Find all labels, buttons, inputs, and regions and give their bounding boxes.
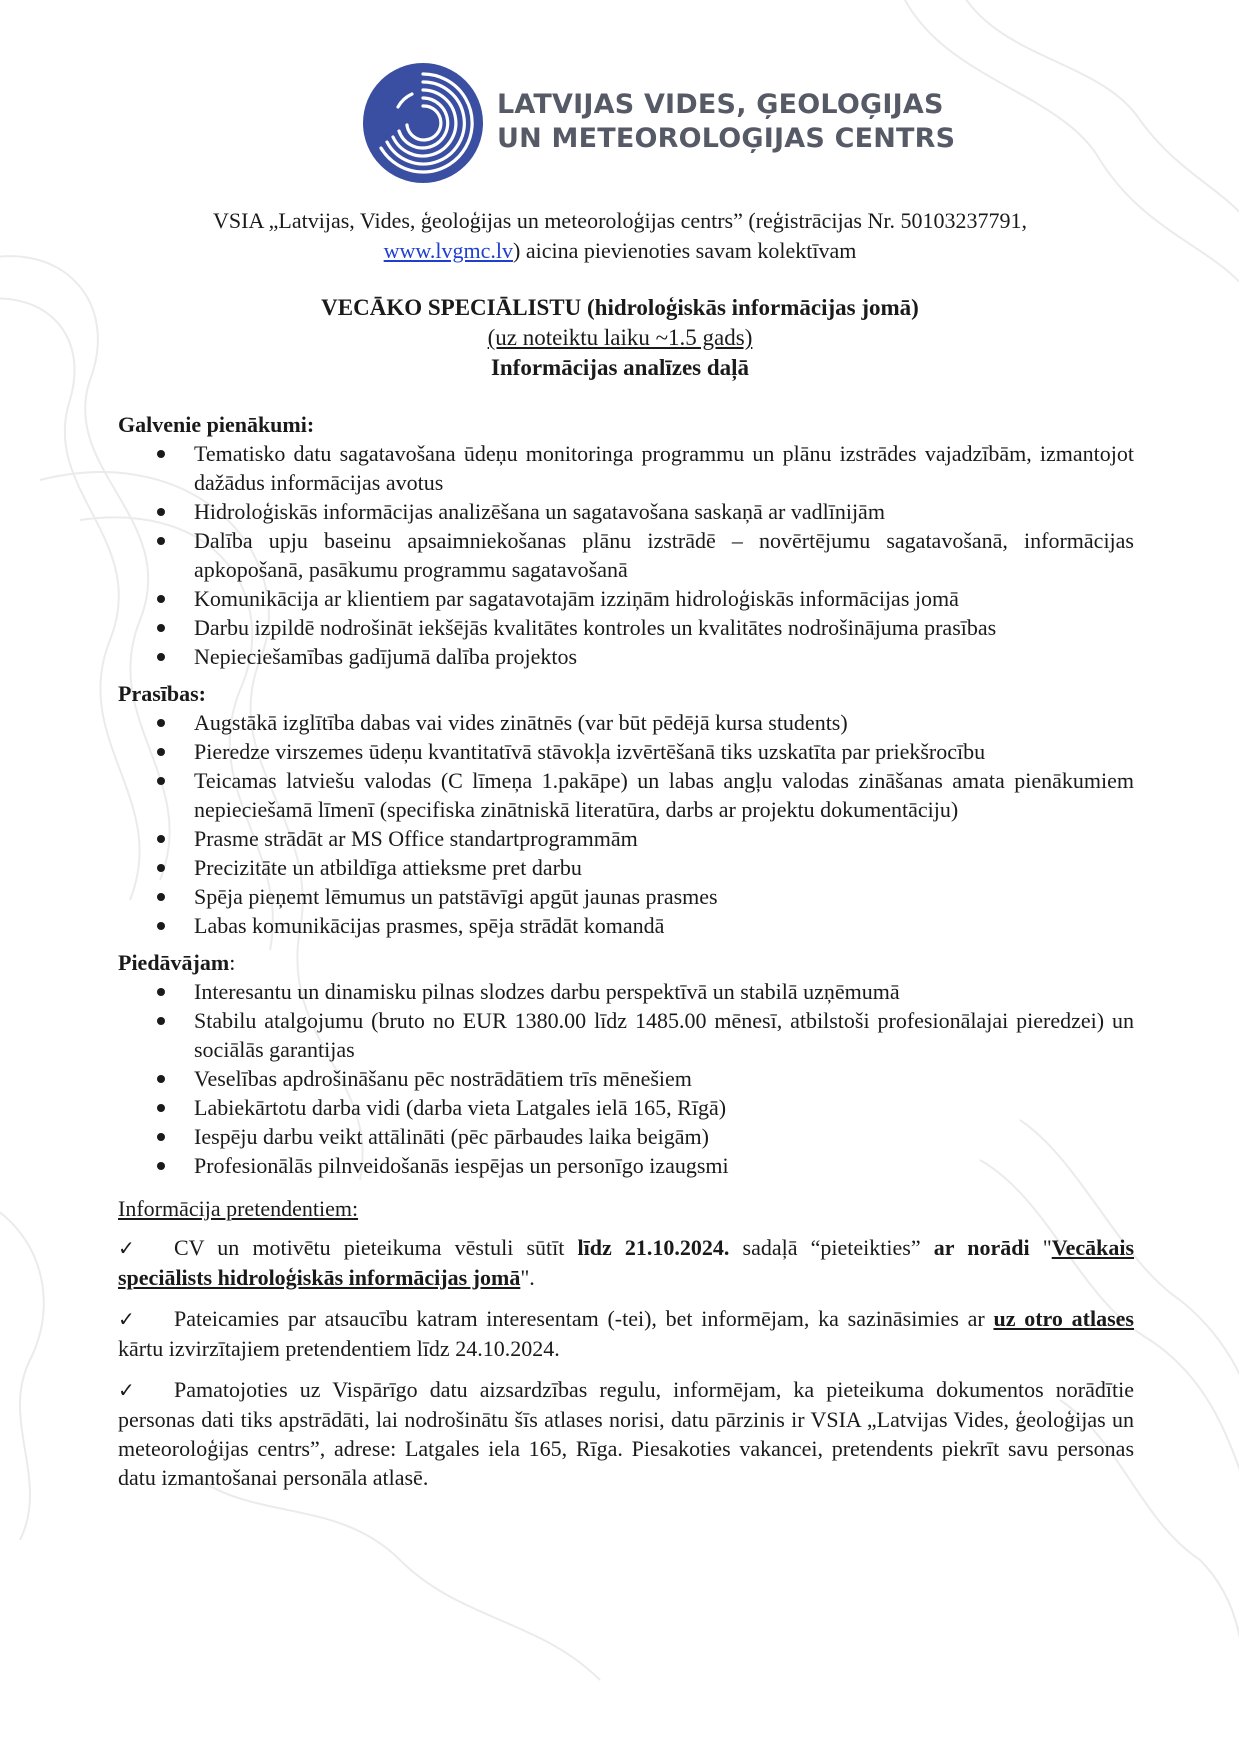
list-item: Profesionālās pilnveidošanās iespējas un personīgo izaugsmi: [194, 1151, 1134, 1180]
bullet-icon: [157, 1017, 165, 1025]
list-item: Labiekārtotu darba vidi (darba vieta Latgales ielā 165, Rīgā): [194, 1093, 1134, 1122]
list-item: Stabilu atalgojumu (bruto no EUR 1380.00 līdz 1485.00 mēnesī, atbilstoši profesionālajai pieredzei) un sociālās garantijas: [194, 1006, 1134, 1064]
organization-logo: [362, 62, 956, 186]
bullet-icon: [157, 624, 165, 632]
bullet-icon: [157, 748, 165, 756]
list-item: Spēja pieņemt lēmumus un patstāvīgi apgūt jaunas prasmes: [194, 882, 1134, 911]
list-item: Labas komunikācijas prasmes, spēja strādāt komandā: [194, 911, 1134, 940]
list-item: Dalība upju baseinu apsaimniekošanas plānu izstrādē – novērtējumu sagatavošanā, informācijas apkopošanā, pasākumu programmu sagatavošanā: [194, 526, 1134, 584]
term-subtitle: (uz noteiktu laiku ~1.5 gads): [487, 325, 753, 350]
list-item: Augstākā izglītība dabas vai vides zinātnēs (var būt pēdējā kursa students): [194, 708, 1134, 737]
offer-heading: Piedāvājam:: [118, 950, 236, 975]
checkmark-icon: ✓: [118, 1236, 135, 1260]
list-item: Prasme strādāt ar MS Office standartprogrammām: [194, 824, 1134, 853]
list-item: Komunikācija ar klientiem par sagatavotajām izziņām hidroloģiskās informācijas jomā: [194, 584, 1134, 613]
checkmark-icon: ✓: [118, 1307, 135, 1331]
bullet-icon: [157, 653, 165, 661]
organization-name: [497, 88, 955, 156]
organization-name-line2: UN METEOROLOĢIJAS CENTRS: [497, 123, 956, 154]
gdpr-notice: ✓ Pamatojoties uz Vispārīgo datu aizsardzības regulu, informējam, ka pieteikuma dokumentos norādītie personas dati tiks apstrādāti, lai nodrošinātu šīs atlases norisi, datu pārzinis ir VSIA „Latvijas Vides, ģeoloģijas un meteoroloģijas centrs”, adrese: Latgales iela 165, Rīga. Piesakoties vakancei, pretendents piekrīt savu personas datu izmantošanai personāla atlasē.: [118, 1377, 1134, 1490]
bullet-icon: [157, 864, 165, 872]
organization-name-line1: LATVIJAS VIDES, ĢEOLOĢIJAS: [497, 89, 944, 120]
requirements-list: [118, 708, 1134, 940]
list-item: Precizitāte un atbildīga attieksme pret darbu: [194, 853, 1134, 882]
bullet-icon: [157, 508, 165, 516]
bullet-icon: [157, 719, 165, 727]
vacancy-title-block: [120, 293, 1120, 383]
website-link[interactable]: www.lvgmc.lv: [383, 238, 513, 263]
bullet-icon: [157, 922, 165, 930]
bullet-icon: [157, 595, 165, 603]
bullet-icon: [157, 1162, 165, 1170]
checkmark-icon: ✓: [118, 1378, 135, 1402]
application-reference: Vecākais speciālists hidroloģiskās informācijas jomā: [118, 1235, 1135, 1290]
list-item: Teicamas latviešu valodas (C līmeņa 1.pakāpe) un labas angļu valodas zināšanas amata pienākumiem nepieciešamā līmenī (specifiska zinātniskā literatūra, darbs ar projektu dokumentāciju): [194, 766, 1134, 824]
department-subtitle: Informācijas analīzes daļā: [490, 355, 750, 380]
bullet-icon: [157, 450, 165, 458]
list-item: Interesantu un dinamisku pilnas slodzes darbu perspektīvā un stabilā uzņēmumā: [194, 977, 1134, 1006]
intro-text: [120, 206, 1120, 266]
vacancy-content: [118, 410, 1134, 1504]
list-item: Hidroloģiskās informācijas analizēšana un sagatavošana saskaņā ar vadlīnijām: [194, 497, 1134, 526]
list-item: Nepieciešamības gadījumā dalība projektos: [194, 642, 1134, 671]
bullet-icon: [157, 1075, 165, 1083]
bullet-icon: [157, 988, 165, 996]
intro-text-start: VSIA „Latvijas, Vides, ģeoloģijas un meteoroloģijas centrs” (reģistrācijas Nr. 50103237791,: [213, 208, 1027, 233]
bullet-icon: [157, 537, 165, 545]
bullet-icon: [157, 777, 165, 785]
duties-heading: Galvenie pienākumi:: [118, 412, 315, 437]
bullet-icon: [157, 835, 165, 843]
bullet-icon: [157, 893, 165, 901]
selection-notice: ✓ Pateicamies par atsaucību katram interesentam (-tei), bet informējam, ka sazināsimies ar uz otro atlases kārtu izvirzītajiem pretendentiem līdz 24.10.2024.: [118, 1306, 1134, 1361]
list-item: Veselības apdrošināšanu pēc nostrādātiem trīs mēnešiem: [194, 1064, 1134, 1093]
applicants-heading: Informācija pretendentiem:: [118, 1196, 359, 1221]
list-item: Darbu izpildē nodrošināt iekšējās kvalitātes kontroles un kvalitātes nodrošinājuma prasības: [194, 613, 1134, 642]
list-item: Iespēju darbu veikt attālināti (pēc pārbaudes laika beigām): [194, 1122, 1134, 1151]
intro-text-end: ) aicina pievienoties savam kolektīvam: [513, 238, 857, 263]
offer-list: [118, 977, 1134, 1180]
bullet-icon: [157, 1133, 165, 1141]
requirements-heading: Prasības:: [118, 681, 206, 706]
list-item: Tematisko datu sagatavošana ūdeņu monitoringa programmu un plānu izstrādes vajadzībām, izmantojot dažādus informācijas avotus: [194, 439, 1134, 497]
bullet-icon: [157, 1104, 165, 1112]
duties-list: [118, 439, 1134, 671]
position-title: VECĀKO SPECIĀLISTU (hidroloģiskās informācijas jomā): [321, 295, 919, 320]
list-item: Pieredze virszemes ūdeņu kvantitatīvā stāvokļa izvērtēšanā tiks uzskatīta par priekšrocību: [194, 737, 1134, 766]
application-instructions: ✓ CV un motivētu pieteikuma vēstuli sūtīt līdz 21.10.2024. sadaļā “pieteikties” ar norādi "Vecākais speciālists hidroloģiskās informācijas jomā".: [118, 1235, 1135, 1290]
lvgmc-logo-icon: [362, 62, 484, 184]
